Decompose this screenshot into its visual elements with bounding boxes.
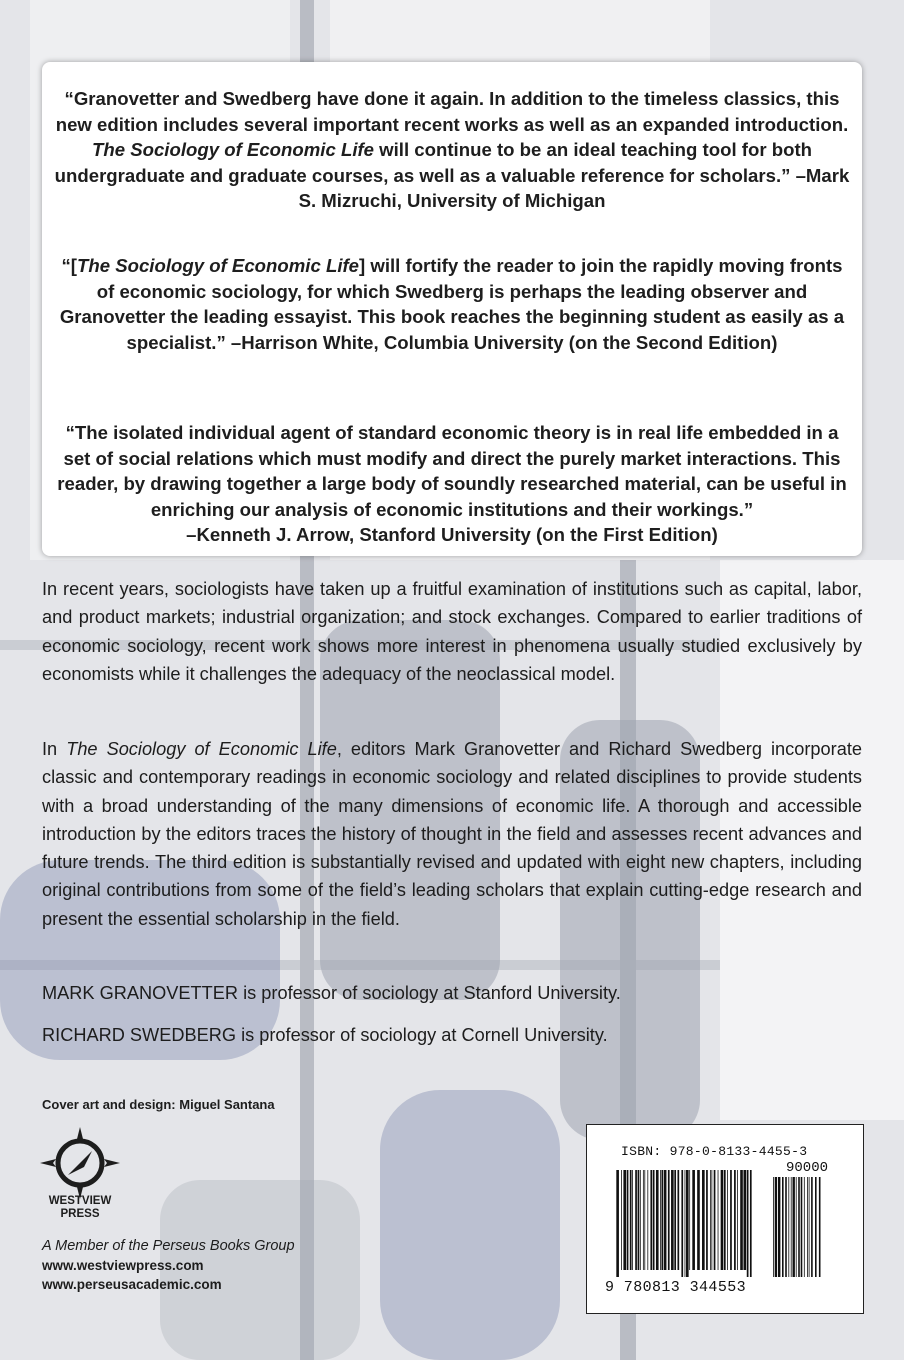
barcode-bar [632, 1170, 633, 1270]
description-paragraph-2: In The Sociology of Economic Life, editors Mark Granovetter and Richard Swedberg incorporate classic and contemporary readings in economic sociology and related disciplines to provide students with a broad understanding of the many dimensions of economic life. A thorough and accessible introduction by the editors traces the history of thought in the field and assesses recent advances and future trends. The third edition is substantially revised and updated with eight new chapters, including original contributions from some of the field’s leading scholars that explain cutting-edge research and present the essential scholarship in the field. [42, 739, 862, 929]
addon-bar [811, 1177, 813, 1277]
barcode-bar [724, 1170, 726, 1270]
barcode-bar [740, 1170, 743, 1270]
barcode-bar [685, 1170, 686, 1277]
addon-bar [796, 1177, 797, 1277]
barcode-bar [623, 1170, 626, 1270]
barcode-bar [718, 1170, 719, 1270]
description-paragraph-1: In recent years, sociologists have taken up a fruitful examination of institutions such as capital, labor, and product markets; industrial organization; and stock exchanges. Compared to earlier traditions of economic sociology, recent work shows more interest in phenomena usually studied exclusively by economists while it challenges the adequacy of the neoclassical model. [42, 579, 862, 684]
addon-bar [778, 1177, 780, 1277]
barcode-box [586, 1124, 864, 1314]
barcode-bar [635, 1170, 637, 1270]
barcode-bar [671, 1170, 674, 1270]
barcode-bar [644, 1170, 645, 1270]
addon-bar [809, 1177, 810, 1277]
addon-bar [773, 1177, 774, 1277]
barcode-bar [656, 1170, 659, 1270]
barcode-bar [638, 1170, 640, 1270]
barcode-bar [692, 1170, 695, 1270]
barcode-bar [686, 1170, 689, 1277]
isbn-label: ISBN: 978-0-8133-4455-3 [621, 1144, 808, 1159]
addon-bar [801, 1177, 803, 1277]
barcode-bar [737, 1170, 738, 1270]
barcode-bar [721, 1170, 724, 1270]
publisher-logo-text: WESTVIEW PRESS [48, 1195, 112, 1220]
addon-bar [793, 1177, 795, 1277]
endorsement-mizruchi: “Granovetter and Swedberg have done it again. In addition to the timeless classics, this new edition includes several important recent works as well as an expanded introduction. The Sociology of Economic Life will continue to be an ideal teaching tool for both undergraduate and graduate courses, as well as a valuable reference for scholars.” –Mark S. Mizruchi, University of Michigan [54, 88, 850, 211]
addon-bar [815, 1177, 817, 1277]
addon-barcode [772, 1177, 824, 1277]
barcode-bar [681, 1170, 683, 1277]
addon-bar [775, 1177, 777, 1277]
addon-bar [807, 1177, 808, 1277]
addon-bar [804, 1177, 805, 1277]
barcode-bar [697, 1170, 700, 1270]
barcode-bar [730, 1170, 732, 1270]
addon-bar [785, 1177, 787, 1277]
barcode-bar [653, 1170, 655, 1270]
barcode-bar [650, 1170, 652, 1270]
barcode-bar [640, 1170, 641, 1270]
publisher-url-westview: www.westviewpress.com [42, 1258, 204, 1273]
barcode-bar [702, 1170, 705, 1270]
barcode-bar [689, 1170, 690, 1270]
cover-credit: Cover art and design: Miguel Santana [42, 1097, 275, 1112]
barcode-bar [627, 1170, 629, 1270]
barcode-bar [734, 1170, 736, 1270]
addon-bar [782, 1177, 784, 1277]
barcode-bar [643, 1170, 644, 1270]
barcode-bar [711, 1170, 712, 1270]
barcode-bar [714, 1170, 716, 1270]
barcode-bar [743, 1170, 746, 1270]
barcode-bar [727, 1170, 728, 1270]
endorsement-white: “[The Sociology of Economic Life] will fortify the reader to join the rapidly moving fronts of economic sociology, for which Swedberg is perhaps the leading observer and Granovetter the leading essayist. This book reaches the beginning student as easily as a specialist.” –Harrison White, Columbia University (on the Second Edition) [59, 255, 845, 353]
publisher-member-line: A Member of the Perseus Books Group [42, 1238, 295, 1254]
barcode-bar [750, 1170, 752, 1277]
barcode-bar [647, 1170, 648, 1270]
barcode-bar [668, 1170, 670, 1270]
bio-granovetter: MARK GRANOVETTER is professor of sociology at Stanford University. [42, 983, 621, 1003]
endorsements-box [42, 62, 862, 556]
ean-digits: 9 780813 344553 [605, 1279, 747, 1296]
endorsement-arrow: “The isolated individual agent of standard economic theory is in real life embedded in a set of social relations which must modify and direct the purely market interactions. This reader, by drawing together a large body of soundly researched material, can be useful in enriching our analysis of economic institutions and their workings.” –Kenneth J. Arrow, Stanford University (on the First Edition) [57, 422, 847, 545]
barcode-bar [677, 1170, 679, 1270]
barcode-bar [747, 1170, 749, 1277]
barcode-bar [706, 1170, 708, 1270]
addon-bar [791, 1177, 792, 1277]
endorsement-arrow-attribution: –Kenneth J. Arrow, Stanford University (on the First Edition) [186, 524, 718, 545]
addon-bar [788, 1177, 789, 1277]
bio-swedberg: RICHARD SWEDBERG is professor of sociology at Cornell University. [42, 1025, 608, 1045]
publisher-url-perseus: www.perseusacademic.com [42, 1277, 222, 1292]
barcode-bar [616, 1170, 619, 1277]
barcode-bar [674, 1170, 676, 1270]
barcode-bar [660, 1170, 661, 1270]
barcode-bar [661, 1170, 663, 1270]
barcode-bar [630, 1170, 632, 1270]
barcode-bar [621, 1170, 622, 1270]
addon-bar [819, 1177, 821, 1277]
addon-bar [798, 1177, 800, 1277]
barcode-bar [664, 1170, 667, 1270]
price-code: 90000 [786, 1160, 829, 1176]
barcode-bar [710, 1170, 711, 1270]
